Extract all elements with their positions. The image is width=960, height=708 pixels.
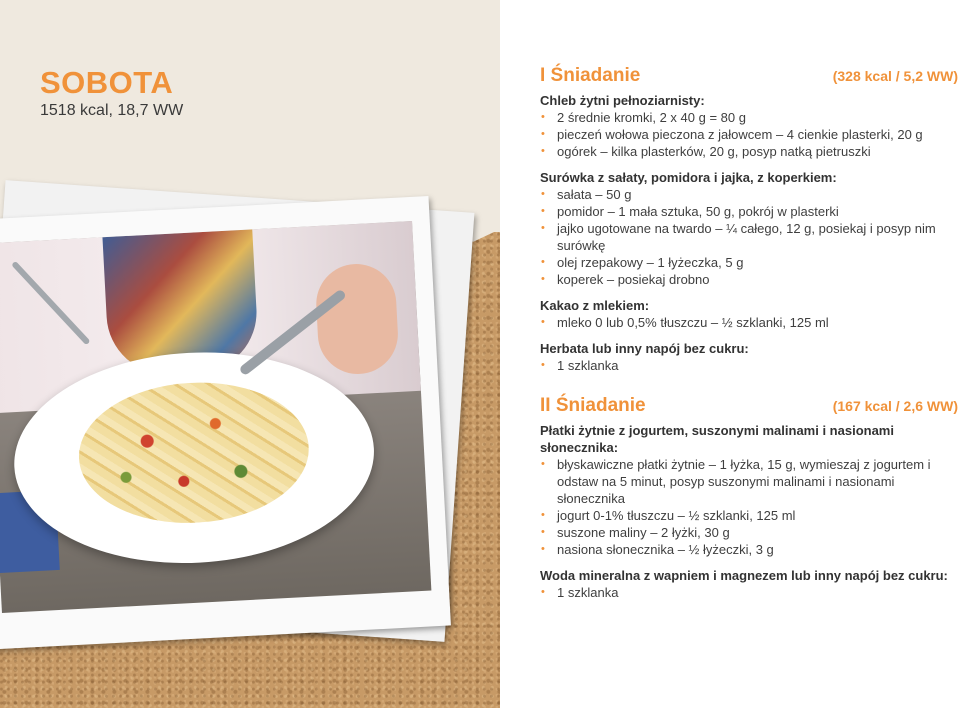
list-item xyxy=(540,254,958,271)
group-title: Herbata lub inny napój bez cukru: xyxy=(540,341,749,356)
day-name: SOBOTA xyxy=(40,65,174,100)
meal-header xyxy=(540,394,958,418)
group-title: Surówka z sałaty, pomidora i jajka, z koperkiem: xyxy=(540,170,837,185)
list-item xyxy=(540,524,958,541)
group-title: Chleb żytni pełnoziarnisty: xyxy=(540,93,705,108)
ingredient-group xyxy=(540,92,958,160)
list-item xyxy=(540,203,958,220)
ingredient-list xyxy=(540,584,958,601)
meal-title: I Śniadanie xyxy=(540,65,641,86)
list-item-text: olej rzepakowy – 1 łyżeczka, 5 g xyxy=(557,255,744,270)
ingredient-list xyxy=(540,186,958,288)
list-item xyxy=(540,507,958,524)
list-item-text: ogórek – kilka plasterków, 20 g, posyp natką pietruszki xyxy=(557,144,871,159)
list-item xyxy=(540,143,958,160)
bullet-icon: • xyxy=(541,111,545,123)
list-item xyxy=(540,109,958,126)
meal-kcal: (167 kcal / 2,6 WW) xyxy=(832,398,958,414)
list-item-text: sałata – 50 g xyxy=(557,187,632,202)
day-heading xyxy=(40,66,183,121)
list-item xyxy=(540,186,958,203)
bullet-icon: • xyxy=(541,222,545,234)
ingredient-list xyxy=(540,357,958,374)
list-item-text: mleko 0 lub 0,5% tłuszczu – ½ szklanki, 125 ml xyxy=(557,315,829,330)
meal-header xyxy=(540,64,958,88)
list-item-text: 1 szklanka xyxy=(557,585,619,600)
group-title: Płatki żytnie z jogurtem, suszonymi malinami i nasionami słonecznika: xyxy=(540,423,894,455)
day-summary: 1518 kcal, 18,7 WW xyxy=(40,102,184,119)
bullet-icon: • xyxy=(541,128,545,140)
ingredient-group xyxy=(540,422,958,558)
bullet-icon: • xyxy=(541,359,545,371)
list-item-text: błyskawiczne płatki żytnie – 1 łyżka, 15 g, wymieszaj z jogurtem i odstaw na 5 minut, posyp suszonymi malinami i nasionami słonecznika xyxy=(557,457,931,506)
ingredient-group xyxy=(540,297,958,331)
bullet-icon: • xyxy=(541,509,545,521)
ingredient-group xyxy=(540,169,958,288)
list-item-text: suszone maliny – 2 łyżki, 30 g xyxy=(557,525,730,540)
ingredient-list xyxy=(540,314,958,331)
pasta-plate-photo xyxy=(0,221,431,613)
list-item xyxy=(540,357,958,374)
bullet-icon: • xyxy=(541,188,545,200)
meal-title: II Śniadanie xyxy=(540,395,646,416)
list-item xyxy=(540,584,958,601)
group-title: Woda mineralna z wapniem i magnezem lub inny napój bez cukru: xyxy=(540,568,948,583)
bullet-icon: • xyxy=(541,543,545,555)
list-item-text: koperek – posiekaj drobno xyxy=(557,272,710,287)
meal-kcal: (328 kcal / 5,2 WW) xyxy=(832,68,958,84)
meal-plan xyxy=(540,64,958,601)
list-item xyxy=(540,220,958,254)
ingredient-group xyxy=(540,567,958,601)
bullet-icon: • xyxy=(541,526,545,538)
bullet-icon: • xyxy=(541,273,545,285)
list-item-text: pomidor – 1 mała sztuka, 50 g, pokrój w plasterki xyxy=(557,204,839,219)
ingredient-list xyxy=(540,456,958,558)
bullet-icon: • xyxy=(541,316,545,328)
list-item xyxy=(540,541,958,558)
bullet-icon: • xyxy=(541,145,545,157)
bullet-icon: • xyxy=(541,256,545,268)
bullet-icon: • xyxy=(541,458,545,470)
ingredient-group xyxy=(540,340,958,374)
list-item xyxy=(540,456,958,507)
bullet-icon: • xyxy=(541,205,545,217)
list-item-text: 1 szklanka xyxy=(557,358,619,373)
list-item-text: jogurt 0-1% tłuszczu – ½ szklanki, 125 ml xyxy=(557,508,796,523)
meal-section xyxy=(540,64,958,374)
bullet-icon: • xyxy=(541,586,545,598)
list-item-text: jajko ugotowane na twardo – ¼ całego, 12 g, posiekaj i posyp nim surówkę xyxy=(557,221,936,253)
meal-section xyxy=(540,394,958,601)
list-item-text: pieczeń wołowa pieczona z jałowcem – 4 cienkie plasterki, 20 g xyxy=(557,127,923,142)
ingredient-list xyxy=(540,109,958,160)
group-title: Kakao z mlekiem: xyxy=(540,298,650,313)
list-item-text: 2 średnie kromki, 2 x 40 g = 80 g xyxy=(557,110,746,125)
list-item xyxy=(540,314,958,331)
list-item xyxy=(540,126,958,143)
list-item-text: nasiona słonecznika – ½ łyżeczki, 3 g xyxy=(557,542,774,557)
photo-hand xyxy=(314,262,400,376)
list-item xyxy=(540,271,958,288)
